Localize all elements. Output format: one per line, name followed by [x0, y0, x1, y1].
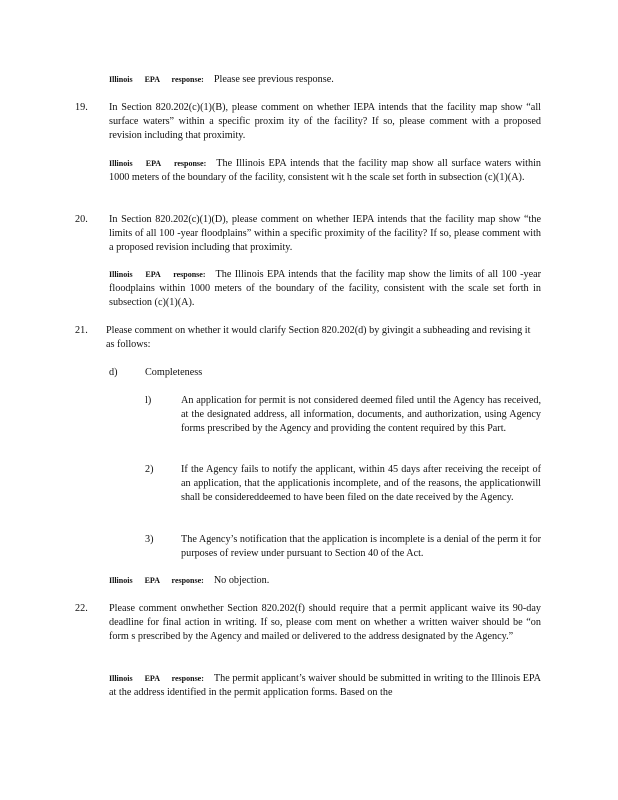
item-text: If the Agency fails to notify the applicant, within 45 days after receiving the receipt of an application, that the applicationis incomplete, and of the reasons, the applicationwill shall be considereddeemed to have been filed on the date received by the Agency. [181, 464, 541, 503]
item-number: l) [145, 395, 152, 406]
response-22 [109, 672, 541, 700]
item-text: An application for permit is not considered deemed filed until the Agency has received, at the designated address, all information, documents, and authorization, using Agency forms prescribed by the Agency and providing the content required by this Part. [181, 395, 541, 434]
response-label: Illinois EPA response: [109, 674, 204, 683]
response-text: The Illinois EPA intends that the facility map show all surface waters within 1000 meters of the boundary of the facility, consistent wit h the scale set forth in subsection (c)(1)(A). [109, 158, 542, 183]
response-text: The permit applicant’s waiver should be submitted in writing to the Illinois EPA at the address identified in the permit application forms. Based on the [109, 673, 542, 698]
item-text: The Agency’s notification that the application is incomplete is a denial of the perm it for purposes of review under pursuant to Section 40 of the Act. [181, 534, 541, 559]
response-label: Illinois EPA response: [109, 159, 207, 168]
response-text: Please see previous response. [213, 74, 334, 85]
response-text: No objection. [213, 575, 270, 586]
response-label: Illinois EPA response: [109, 75, 204, 84]
response-20 [109, 268, 541, 310]
question-number: 21. [75, 325, 88, 336]
question-21-text: Please comment on whether it would clarify Section 820.202(d) by givingit a subheading and revising it as follows: [106, 325, 531, 350]
question-number: 19. [75, 102, 88, 113]
response-19 [109, 157, 541, 185]
question-number: 20. [75, 214, 88, 225]
question-22-text: Please comment onwhether Section 820.202(f) should require that a permit applicant waive its 90-day deadline for final action in writing. If so, please com ment on whether a written waiver should be “on form s prescribed by the Agency and mailed or delivered to the address designated by the Agency.” [109, 603, 541, 642]
item-number: 2) [145, 464, 154, 475]
question-number: 22. [75, 603, 88, 614]
item-number: 3) [145, 534, 154, 545]
response-18 [109, 73, 549, 87]
question-19-text: In Section 820.202(c)(1)(B), please comment on whether IEPA intends that the facility map show “all surface waters” within a specific proxim ity of the facility? If so, please comment with a proposed revision including that proximity. [109, 102, 541, 141]
question-20-text: In Section 820.202(c)(1)(D), please comment on whether IEPA intends that the facility map show “the limits of all 100 -year floodplains” within a specific proximity of the facility? If so, please comment with a proposed revision including that proximity. [109, 214, 541, 253]
response-label: Illinois EPA response: [109, 576, 204, 585]
response-text: The Illinois EPA intends that the facility map show the limits of all 100 -year floodplains within 1000 meters of the boundary of the facility, consistent with the scale set forth in subsection (c)(1)(A). [109, 269, 542, 308]
response-label: Illinois EPA response: [109, 270, 206, 279]
subhead-letter: d) [109, 367, 118, 378]
response-21 [109, 574, 549, 588]
subhead-title: Completeness [145, 367, 203, 378]
